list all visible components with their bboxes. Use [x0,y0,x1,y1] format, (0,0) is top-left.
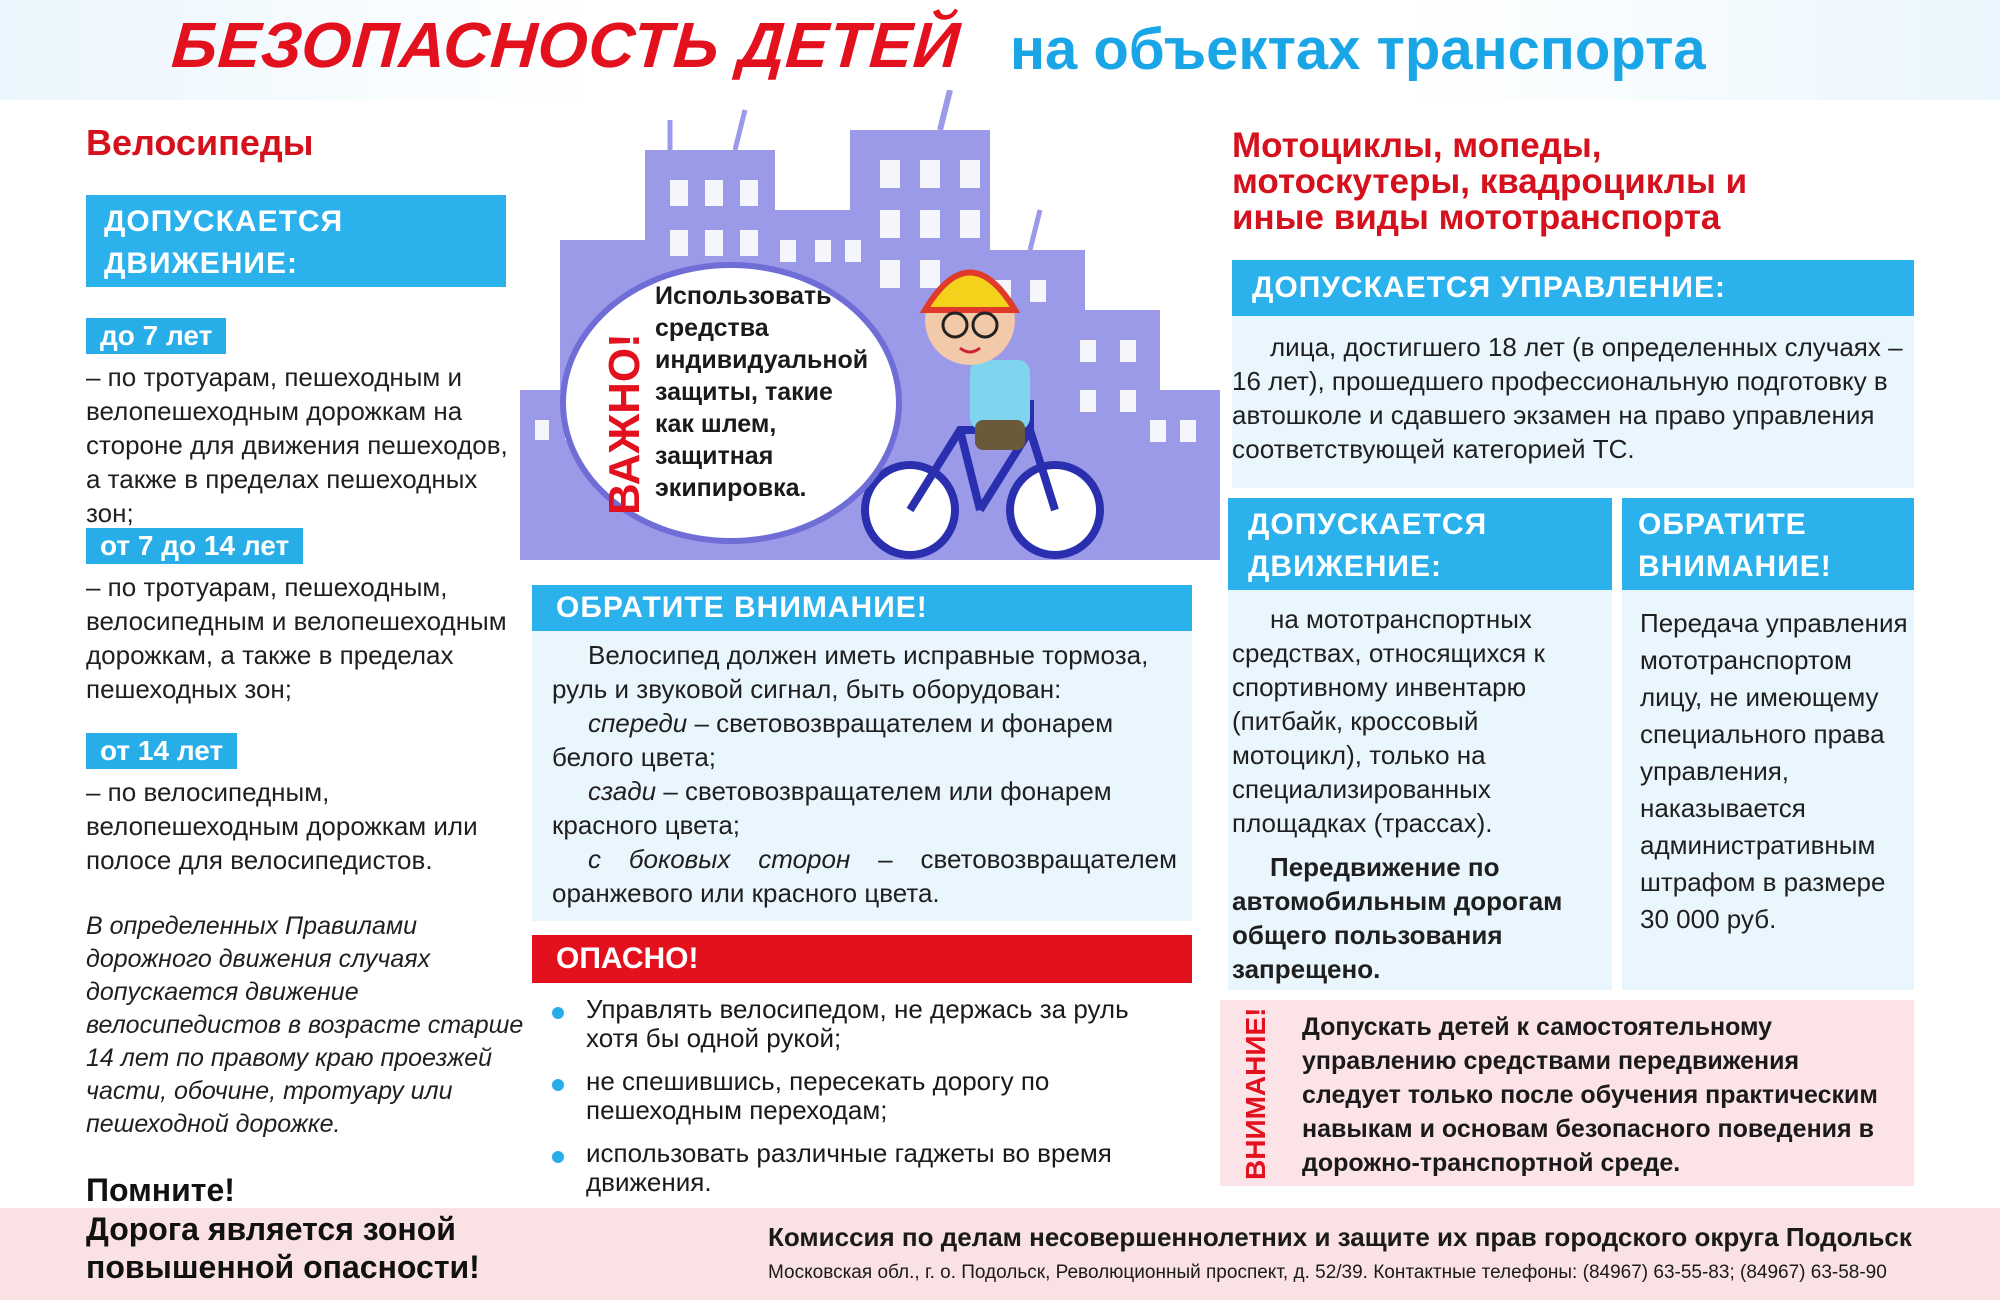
bullet-icon [552,1007,564,1019]
bullet-icon [552,1151,564,1163]
danger-item-text: не спешившись, пересекать дорогу по пешеходным переходам; [586,1066,1050,1125]
important-label: ВАЖНО! [600,333,649,515]
front-text: – световозвращателем и фонарем белого цвета; [552,708,1114,772]
age-tag-7-14: от 7 до 14 лет [86,528,303,564]
page-title: БЕЗОПАСНОСТЬ ДЕТЕЙ [169,9,963,81]
helmet-icon [925,273,1015,311]
remember-title: Помните! [86,1172,235,1208]
moto-attention-title: ОБРАТИТЕ ВНИМАНИЕ! [1622,498,1914,590]
attention-front [552,706,1177,774]
moto-move-bold: Передвижение по автомобильным дорогам общего пользования запрещено. [1232,852,1563,984]
age-text-over-14: – по велосипедным, велопешеходным дорожкам или полосе для велосипедистов. [86,777,478,875]
attention-center-title: ОБРАТИТЕ ВНИМАНИЕ! [532,585,1192,631]
back-label: сзади [588,776,657,806]
danger-item [552,1139,1182,1197]
important-text: Использовать средства индивидуальной защиты, такие как шлем, защитная экипировка. [655,282,869,502]
remember-text: Дорога является зоной повышенной опасности! [86,1211,480,1285]
moto-control-text: лица, достигшего 18 лет (в определенных случаях – 16 лет), прошедшего профессиональную подготовку в автошколе и сдавшего экзамен на право управления соответствующей категорией ТС. [1232,332,1903,464]
important-label-box [590,275,650,515]
footer-address: Московская обл., г. о. Подольск, Революционный проспект, д. 52/39. Контактные телефоны: (84967) 63-55-83; (84967) 63-58-90 [768,1262,1887,1283]
age-text-under-7: – по тротуарам, пешеходным и велопешеходным дорожкам на стороне для движения пешеходов, а также в пределах пешеходных зон; [86,362,508,528]
bicycles-heading: Велосипеды [86,122,314,163]
moto-heading: Мотоциклы, мопеды, мотоскутеры, квадроциклы и иные виды мототранспорта [1232,126,1748,237]
moto-control-title: ДОПУСКАЕТСЯ УПРАВЛЕНИЕ: [1232,260,1914,316]
warning-label: ВНИМАНИЕ! [1240,1007,1271,1180]
bicycles-allowed-title: ДОПУСКАЕТСЯ ДВИЖЕНИЕ: [86,195,506,287]
attention-intro: Велосипед должен иметь исправные тормоза, руль и звуковой сигнал, быть оборудован: [552,640,1149,704]
danger-title: ОПАСНО! [532,935,1192,983]
age-text-7-14: – по тротуарам, пешеходным, велосипедным и велопешеходным дорожкам, а также в пределах пешеходных зон; [86,572,507,704]
side-text: – световозвращателем оранжевого или красного цвета. [552,844,1177,908]
bicycles-note: В определенных Правилами дорожного движения случаях допускается движение велосипедистов в возрасте старше 14 лет по правому краю проезжей части, обочине, тротуару или пешеходной дорожке. [86,912,524,1138]
moto-attention-text: Передача управления мототранспортом лицу, не имеющему специального права управления, наказывается административным штрафом в размере 30 000 руб. [1640,608,1908,934]
moto-move-text: на мототранспортных средствах, относящихся к спортивному инвентарю (питбайк, кроссовый мотоцикл), только на специализированных площадках (трассах). [1232,604,1545,838]
child-figure [925,273,1030,451]
page-subtitle: на объектах транспорта [1010,17,1706,82]
moto-move-title: ДОПУСКАЕТСЯ ДВИЖЕНИЕ: [1228,498,1612,590]
attention-center-body [552,638,1177,910]
footer-org: Комиссия по делам несовершеннолетних и защите их прав городского округа Подольск [768,1222,1912,1252]
attention-side [552,842,1177,910]
bullet-icon [552,1079,564,1091]
front-label: спереди [588,708,688,738]
warning-label-box [1240,1007,1280,1180]
age-tag-over-14: от 14 лет [86,733,237,769]
attention-back [552,774,1177,842]
age-tag-under-7: до 7 лет [86,318,226,354]
side-label: с боковых сторон [588,844,851,874]
danger-item [552,995,1182,1053]
danger-item-text: использовать различные гаджеты во время движения. [586,1138,1112,1197]
danger-item [552,1067,1182,1125]
danger-list [552,995,1182,1197]
back-text: – световозвращателем или фонарем красного цвета; [552,776,1112,840]
danger-item-text: Управлять велосипедом, не держась за руль хотя бы одной рукой; [586,994,1129,1053]
warning-text: Допускать детей к самостоятельному управлению средствами передвижения следует только после обучения практическим навыкам и основам безопасного поведения в дорожно-транспортной среде. [1302,1013,1878,1177]
